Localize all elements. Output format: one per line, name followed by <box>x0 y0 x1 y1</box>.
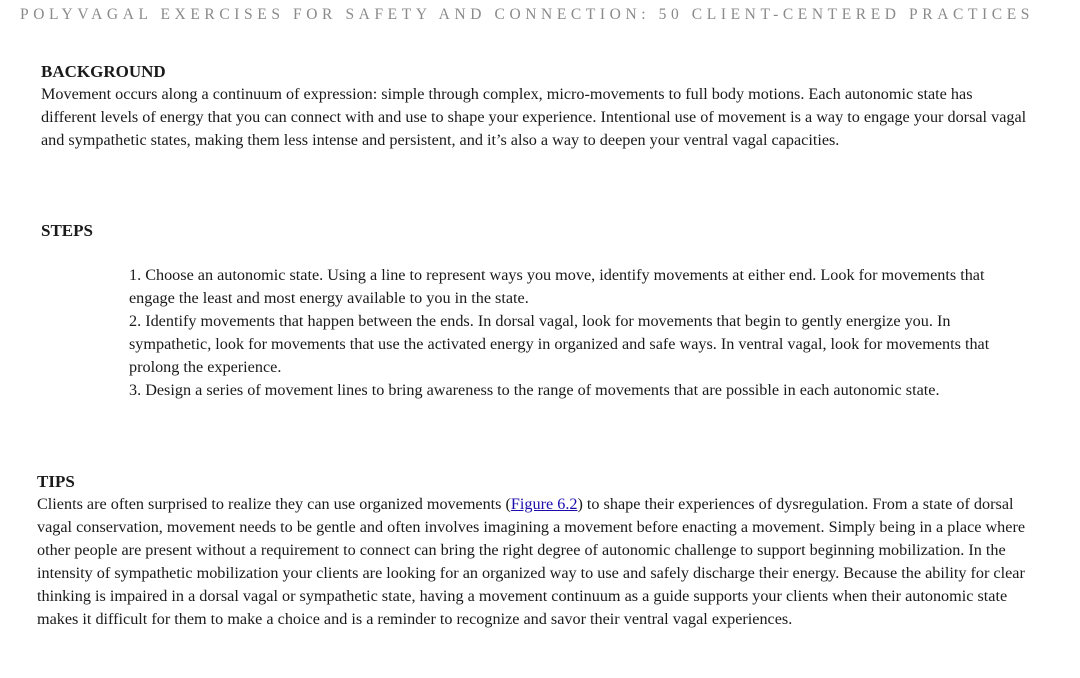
running-head: POLYVAGAL EXERCISES FOR SAFETY AND CONNECTION: 50 CLIENT-CENTERED PRACTICES <box>20 6 1035 23</box>
background-heading: BACKGROUND <box>41 62 166 81</box>
step-item-3: 3. Design a series of movement lines to bring awareness to the range of movements that are possible in each autonomic state. <box>129 381 940 399</box>
background-paragraph: Movement occurs along a continuum of expression: simple through complex, micro-movements to full body motions. Each autonomic state has different levels of energy that you can connect with and use to shape your experience. Intentional use of movement is a way to engage your dorsal vagal and sympathetic states, making them less intense and persistent, and it’s also a way to deepen your ventral vagal capacities. <box>41 85 1027 149</box>
tips-paragraph <box>37 493 1037 631</box>
step-item-1: 1. Choose an autonomic state. Using a line to represent ways you move, identify movements at either end. Look for movements that engage the least and most energy available to you in the state. <box>129 266 985 307</box>
steps-section <box>41 219 1031 242</box>
steps-list <box>129 264 1009 402</box>
step-item-2: 2. Identify movements that happen between the ends. In dorsal vagal, look for movements that begin to gently energize you. In sympathetic, look for movements that use the activated energy in organized and safe ways. In ventral vagal, look for movements that prolong the experience. <box>129 312 990 376</box>
steps-heading: STEPS <box>41 221 93 240</box>
figure-6-2-link[interactable]: Figure 6.2 <box>510 495 578 513</box>
tips-text-after-link: ) to shape their experiences of dysregulation. From a state of dorsal vagal conservation, movement needs to be gentle and often involves imagining a movement before enacting a movement. Simply being in a place where other people are present without a requirement to connect can bring the right degree of autonomic challenge to support beginning mobilization. In the intensity of sympathetic mobilization your clients are looking for an organized way to use and safely discharge their energy. Because the ability for clear thinking is impaired in a dorsal vagal or sympathetic state, having a movement continuum as a guide supports your clients when their autonomic state makes it difficult for them to make a choice and is a reminder to recognize and savor their ventral vagal experiences. <box>37 495 1026 628</box>
tips-heading: TIPS <box>37 472 75 491</box>
tips-section <box>37 470 1037 631</box>
background-section <box>41 60 1031 152</box>
tips-text-before-link: Clients are often surprised to realize they can use organized movements ( <box>37 495 511 513</box>
clipped-text-fragment <box>230 442 350 448</box>
